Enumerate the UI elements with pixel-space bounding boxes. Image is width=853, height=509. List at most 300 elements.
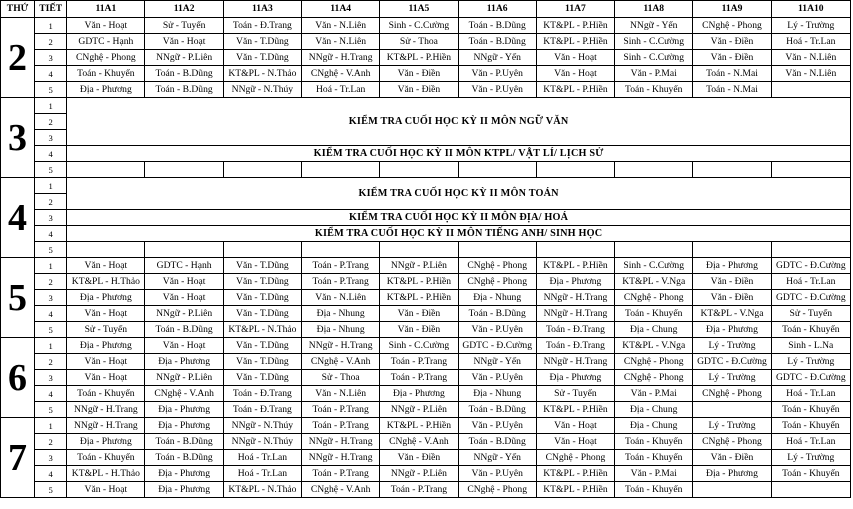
- lesson-cell: GDTC - Đ.Cường: [693, 354, 771, 370]
- lesson-cell: KT&PL - P.Hiền: [380, 290, 458, 306]
- timetable-header: [1, 1, 851, 18]
- period-number: 3: [35, 210, 67, 226]
- lesson-cell: Toán - P.Trang: [380, 482, 458, 498]
- header-class-11a1: 11A1: [67, 1, 145, 18]
- lesson-cell: Văn - Hoạt: [145, 338, 223, 354]
- period-row: [1, 338, 851, 354]
- lesson-cell: Địa - Phương: [145, 466, 223, 482]
- lesson-cell: NNgữ - H.Trang: [67, 402, 145, 418]
- lesson-cell: [145, 162, 223, 178]
- lesson-cell: CNghệ - Phong: [67, 50, 145, 66]
- lesson-cell: Văn - Hoạt: [145, 274, 223, 290]
- lesson-cell: [302, 242, 380, 258]
- lesson-cell: KT&PL - P.Hiền: [536, 482, 614, 498]
- period-row: [1, 386, 851, 402]
- lesson-cell: Địa - Chung: [615, 418, 693, 434]
- lesson-cell: Toán - P.Trang: [302, 466, 380, 482]
- lesson-cell: Địa - Chung: [615, 322, 693, 338]
- lesson-cell: Địa - Phương: [693, 466, 771, 482]
- lesson-cell: Toán - P.Trang: [302, 418, 380, 434]
- lesson-cell: Văn - Điền: [693, 290, 771, 306]
- lesson-cell: Toán - Khuyến: [615, 82, 693, 98]
- lesson-cell: [771, 82, 850, 98]
- lesson-cell: NNgữ - N.Thúy: [223, 82, 301, 98]
- header-class-11a5: 11A5: [380, 1, 458, 18]
- lesson-cell: CNghệ - Phong: [615, 290, 693, 306]
- lesson-cell: Địa - Phương: [536, 370, 614, 386]
- period-row: [1, 354, 851, 370]
- lesson-cell: Văn - Hoạt: [67, 18, 145, 34]
- lesson-cell: KT&PL - H.Thảo: [67, 466, 145, 482]
- lesson-cell: KT&PL - H.Thảo: [67, 274, 145, 290]
- period-number: 2: [35, 354, 67, 370]
- lesson-cell: Văn - T.Dũng: [223, 274, 301, 290]
- lesson-cell: Hoá - Tr.Lan: [771, 434, 850, 450]
- lesson-cell: Địa - Phương: [145, 354, 223, 370]
- lesson-cell: Sử - Tuyến: [67, 322, 145, 338]
- lesson-cell: [67, 242, 145, 258]
- lesson-cell: Toán - Đ.Trang: [536, 338, 614, 354]
- lesson-cell: Văn - T.Dũng: [223, 50, 301, 66]
- lesson-cell: Sử - Thoa: [302, 370, 380, 386]
- header-class-11a3: 11A3: [223, 1, 301, 18]
- lesson-cell: Văn - T.Dũng: [223, 338, 301, 354]
- lesson-cell: CNghệ - Phong: [458, 274, 536, 290]
- lesson-cell: Văn - T.Dũng: [223, 34, 301, 50]
- lesson-cell: Văn - P.Uyên: [458, 418, 536, 434]
- period-row: [1, 82, 851, 98]
- lesson-cell: NNgữ - H.Trang: [67, 418, 145, 434]
- period-row: [1, 226, 851, 242]
- lesson-cell: Địa - Nhung: [458, 386, 536, 402]
- period-row: [1, 258, 851, 274]
- lesson-cell: Văn - Hoạt: [536, 50, 614, 66]
- lesson-cell: Toán - P.Trang: [302, 402, 380, 418]
- lesson-cell: Hoá - Tr.Lan: [771, 34, 850, 50]
- exam-banner: KIỂM TRA CUỐI HỌC KỲ II MÔN NGỮ VĂN: [67, 98, 851, 146]
- period-row: [1, 98, 851, 114]
- lesson-cell: Sinh - C.Cường: [615, 50, 693, 66]
- lesson-cell: Văn - Điền: [380, 322, 458, 338]
- lesson-cell: NNgữ - H.Trang: [302, 338, 380, 354]
- period-row: [1, 18, 851, 34]
- period-row: [1, 370, 851, 386]
- lesson-cell: CNghệ - Phong: [536, 450, 614, 466]
- lesson-cell: Toán - Khuyến: [67, 66, 145, 82]
- lesson-cell: Văn - Hoạt: [536, 66, 614, 82]
- header-thu: THỨ: [1, 1, 35, 18]
- period-row: [1, 466, 851, 482]
- lesson-cell: Toán - B.Dũng: [145, 82, 223, 98]
- lesson-cell: CNghệ - Phong: [693, 18, 771, 34]
- lesson-cell: KT&PL - P.Hiền: [536, 18, 614, 34]
- lesson-cell: GDTC - Đ.Cường: [458, 338, 536, 354]
- period-row: [1, 482, 851, 498]
- lesson-cell: CNghệ - Phong: [615, 370, 693, 386]
- exam-banner: KIỂM TRA CUỐI HỌC KỲ II MÔN TOÁN: [67, 178, 851, 210]
- period-row: [1, 146, 851, 162]
- period-row: [1, 402, 851, 418]
- lesson-cell: Văn - Hoạt: [67, 354, 145, 370]
- lesson-cell: Văn - Hoạt: [145, 34, 223, 50]
- lesson-cell: NNgữ - Yến: [458, 450, 536, 466]
- lesson-cell: NNgữ - H.Trang: [536, 290, 614, 306]
- lesson-cell: [693, 162, 771, 178]
- lesson-cell: Văn - N.Liên: [302, 290, 380, 306]
- lesson-cell: Địa - Phương: [145, 402, 223, 418]
- lesson-cell: Địa - Phương: [380, 386, 458, 402]
- lesson-cell: Văn - T.Dũng: [223, 354, 301, 370]
- lesson-cell: Toán - P.Trang: [380, 354, 458, 370]
- lesson-cell: GDTC - Đ.Cường: [771, 370, 850, 386]
- lesson-cell: Địa - Nhung: [302, 306, 380, 322]
- day-label: 5: [1, 258, 35, 338]
- period-number: 2: [35, 274, 67, 290]
- header-class-11a6: 11A6: [458, 1, 536, 18]
- lesson-cell: NNgữ - P.Liên: [145, 306, 223, 322]
- lesson-cell: Toán - Đ.Trang: [223, 402, 301, 418]
- lesson-cell: Văn - Điền: [693, 274, 771, 290]
- day-label: 6: [1, 338, 35, 418]
- lesson-cell: Văn - N.Liên: [302, 18, 380, 34]
- period-number: 1: [35, 418, 67, 434]
- lesson-cell: NNgữ - H.Trang: [302, 50, 380, 66]
- lesson-cell: [380, 162, 458, 178]
- lesson-cell: CNghệ - V.Anh: [380, 434, 458, 450]
- lesson-cell: Văn - Điền: [693, 50, 771, 66]
- period-row: [1, 322, 851, 338]
- lesson-cell: CNghệ - V.Anh: [302, 66, 380, 82]
- period-number: 4: [35, 146, 67, 162]
- exam-banner: KIỂM TRA CUỐI HỌC KỲ II MÔN ĐỊA/ HOÁ: [67, 210, 851, 226]
- lesson-cell: Toán - P.Trang: [302, 274, 380, 290]
- period-number: 3: [35, 50, 67, 66]
- day-label: 7: [1, 418, 35, 498]
- lesson-cell: Văn - P.Uyên: [458, 322, 536, 338]
- lesson-cell: Địa - Nhung: [302, 322, 380, 338]
- header-class-11a8: 11A8: [615, 1, 693, 18]
- lesson-cell: [771, 242, 850, 258]
- lesson-cell: Địa - Phương: [536, 274, 614, 290]
- lesson-cell: Toán - B.Dũng: [145, 434, 223, 450]
- lesson-cell: Văn - P.Uyên: [458, 466, 536, 482]
- period-number: 5: [35, 322, 67, 338]
- lesson-cell: Hoá - Tr.Lan: [771, 386, 850, 402]
- period-number: 3: [35, 450, 67, 466]
- period-number: 1: [35, 178, 67, 194]
- period-number: 1: [35, 338, 67, 354]
- day-label: 4: [1, 178, 35, 258]
- period-number: 5: [35, 162, 67, 178]
- lesson-cell: Văn - Điền: [693, 450, 771, 466]
- lesson-cell: KT&PL - P.Hiền: [536, 34, 614, 50]
- lesson-cell: Sử - Tuyến: [771, 306, 850, 322]
- lesson-cell: Văn - N.Liên: [771, 66, 850, 82]
- lesson-cell: Sử - Tuyến: [536, 386, 614, 402]
- period-number: 1: [35, 98, 67, 114]
- lesson-cell: Địa - Phương: [67, 338, 145, 354]
- lesson-cell: Hoá - Tr.Lan: [302, 82, 380, 98]
- lesson-cell: Văn - Hoạt: [536, 434, 614, 450]
- period-row: [1, 34, 851, 50]
- lesson-cell: NNgữ - H.Trang: [536, 306, 614, 322]
- lesson-cell: KT&PL - P.Hiền: [536, 82, 614, 98]
- lesson-cell: KT&PL - P.Hiền: [380, 50, 458, 66]
- lesson-cell: [458, 162, 536, 178]
- period-number: 4: [35, 386, 67, 402]
- lesson-cell: Toán - Đ.Trang: [223, 18, 301, 34]
- lesson-cell: Lý - Trường: [771, 18, 850, 34]
- lesson-cell: KT&PL - P.Hiền: [536, 402, 614, 418]
- lesson-cell: Văn - Điền: [380, 66, 458, 82]
- header-tiet: TIẾT: [35, 1, 67, 18]
- lesson-cell: Văn - T.Dũng: [223, 258, 301, 274]
- lesson-cell: Văn - Hoạt: [67, 306, 145, 322]
- lesson-cell: KT&PL - V.Nga: [615, 338, 693, 354]
- lesson-cell: Văn - Điền: [380, 450, 458, 466]
- lesson-cell: NNgữ - Yến: [615, 18, 693, 34]
- lesson-cell: [693, 402, 771, 418]
- lesson-cell: Sinh - C.Cường: [615, 34, 693, 50]
- lesson-cell: Văn - Hoạt: [536, 418, 614, 434]
- lesson-cell: Địa - Chung: [615, 402, 693, 418]
- lesson-cell: KT&PL - N.Thảo: [223, 482, 301, 498]
- lesson-cell: Lý - Trường: [771, 354, 850, 370]
- day-label: 2: [1, 18, 35, 98]
- lesson-cell: Hoá - Tr.Lan: [771, 274, 850, 290]
- lesson-cell: KT&PL - V.Nga: [615, 274, 693, 290]
- period-row: [1, 306, 851, 322]
- period-number: 1: [35, 258, 67, 274]
- period-number: 1: [35, 18, 67, 34]
- lesson-cell: GDTC - Đ.Cường: [771, 290, 850, 306]
- period-number: 3: [35, 130, 67, 146]
- lesson-cell: NNgữ - H.Trang: [302, 450, 380, 466]
- lesson-cell: [380, 242, 458, 258]
- lesson-cell: Văn - T.Dũng: [223, 290, 301, 306]
- lesson-cell: CNghệ - Phong: [693, 434, 771, 450]
- day-label: 3: [1, 98, 35, 178]
- lesson-cell: Địa - Phương: [67, 434, 145, 450]
- exam-banner: KIỂM TRA CUỐI HỌC KỲ II MÔN TIẾNG ANH/ SINH HỌC: [67, 226, 851, 242]
- lesson-cell: Toán - B.Dũng: [458, 306, 536, 322]
- lesson-cell: Địa - Phương: [693, 322, 771, 338]
- lesson-cell: Toán - Khuyến: [615, 450, 693, 466]
- header-class-11a10: 11A10: [771, 1, 850, 18]
- lesson-cell: KT&PL - N.Thảo: [223, 66, 301, 82]
- lesson-cell: Toán - B.Dũng: [145, 66, 223, 82]
- lesson-cell: CNghệ - Phong: [458, 258, 536, 274]
- lesson-cell: Toán - B.Dũng: [458, 434, 536, 450]
- lesson-cell: Lý - Trường: [693, 370, 771, 386]
- lesson-cell: Sinh - C.Cường: [380, 338, 458, 354]
- period-number: 2: [35, 434, 67, 450]
- period-row: [1, 274, 851, 290]
- lesson-cell: Địa - Phương: [145, 482, 223, 498]
- lesson-cell: KT&PL - P.Hiền: [536, 258, 614, 274]
- lesson-cell: Văn - Điền: [380, 306, 458, 322]
- period-number: 5: [35, 82, 67, 98]
- lesson-cell: Sinh - L.Na: [771, 338, 850, 354]
- period-row: [1, 50, 851, 66]
- lesson-cell: CNghệ - V.Anh: [302, 354, 380, 370]
- lesson-cell: [536, 242, 614, 258]
- lesson-cell: Văn - T.Dũng: [223, 306, 301, 322]
- period-row: [1, 210, 851, 226]
- lesson-cell: NNgữ - H.Trang: [302, 434, 380, 450]
- lesson-cell: Văn - Hoạt: [67, 482, 145, 498]
- lesson-cell: NNgữ - P.Liên: [145, 370, 223, 386]
- lesson-cell: NNgữ - N.Thúy: [223, 434, 301, 450]
- lesson-cell: CNghệ - Phong: [615, 354, 693, 370]
- lesson-cell: Văn - N.Liên: [771, 50, 850, 66]
- exam-banner: KIỂM TRA CUỐI HỌC KỲ II MÔN KTPL/ VẬT LÍ/ LỊCH SỬ: [67, 146, 851, 162]
- lesson-cell: KT&PL - N.Thảo: [223, 322, 301, 338]
- lesson-cell: Toán - P.Trang: [380, 370, 458, 386]
- lesson-cell: Hoá - Tr.Lan: [223, 450, 301, 466]
- lesson-cell: Toán - Đ.Trang: [223, 386, 301, 402]
- lesson-cell: Toán - Khuyến: [67, 386, 145, 402]
- lesson-cell: Địa - Phương: [67, 290, 145, 306]
- lesson-cell: Văn - Hoạt: [67, 258, 145, 274]
- lesson-cell: [693, 482, 771, 498]
- lesson-cell: Toán - Khuyến: [771, 402, 850, 418]
- lesson-cell: Sử - Tuyến: [145, 18, 223, 34]
- period-row: [1, 242, 851, 258]
- lesson-cell: CNghệ - Phong: [693, 386, 771, 402]
- lesson-cell: [536, 162, 614, 178]
- lesson-cell: Toán - Khuyến: [67, 450, 145, 466]
- period-number: 4: [35, 466, 67, 482]
- lesson-cell: NNgữ - N.Thúy: [223, 418, 301, 434]
- lesson-cell: [615, 242, 693, 258]
- period-row: [1, 418, 851, 434]
- lesson-cell: [771, 162, 850, 178]
- header-class-11a7: 11A7: [536, 1, 614, 18]
- lesson-cell: Toán - B.Dũng: [145, 450, 223, 466]
- lesson-cell: Văn - Điền: [380, 82, 458, 98]
- lesson-cell: Toán - B.Dũng: [458, 18, 536, 34]
- lesson-cell: [771, 482, 850, 498]
- lesson-cell: NNgữ - Yến: [458, 354, 536, 370]
- period-row: [1, 290, 851, 306]
- lesson-cell: GDTC - Đ.Cường: [771, 258, 850, 274]
- lesson-cell: Hoá - Tr.Lan: [223, 466, 301, 482]
- lesson-cell: Sinh - C.Cường: [380, 18, 458, 34]
- lesson-cell: Sử - Thoa: [380, 34, 458, 50]
- lesson-cell: Văn - Điền: [693, 34, 771, 50]
- lesson-cell: NNgữ - P.Liên: [380, 402, 458, 418]
- period-number: 4: [35, 66, 67, 82]
- lesson-cell: KT&PL - P.Hiền: [380, 418, 458, 434]
- lesson-cell: Văn - P.Mai: [615, 66, 693, 82]
- lesson-cell: [145, 242, 223, 258]
- period-number: 4: [35, 306, 67, 322]
- period-number: 2: [35, 34, 67, 50]
- lesson-cell: [693, 242, 771, 258]
- lesson-cell: Lý - Trường: [771, 450, 850, 466]
- period-number: 3: [35, 370, 67, 386]
- lesson-cell: NNgữ - H.Trang: [536, 354, 614, 370]
- period-row: [1, 66, 851, 82]
- period-row: [1, 450, 851, 466]
- lesson-cell: Lý - Trường: [693, 338, 771, 354]
- lesson-cell: Văn - P.Mai: [615, 386, 693, 402]
- lesson-cell: Toán - Khuyến: [771, 322, 850, 338]
- lesson-cell: [223, 242, 301, 258]
- lesson-cell: CNghệ - V.Anh: [145, 386, 223, 402]
- lesson-cell: Lý - Trường: [693, 418, 771, 434]
- lesson-cell: Địa - Nhung: [458, 290, 536, 306]
- header-class-11a4: 11A4: [302, 1, 380, 18]
- lesson-cell: NNgữ - P.Liên: [380, 258, 458, 274]
- period-number: 5: [35, 482, 67, 498]
- lesson-cell: NNgữ - P.Liên: [380, 466, 458, 482]
- lesson-cell: GDTC - Hạnh: [145, 258, 223, 274]
- period-number: 3: [35, 290, 67, 306]
- lesson-cell: Toán - N.Mai: [693, 66, 771, 82]
- lesson-cell: Văn - N.Liên: [302, 34, 380, 50]
- period-row: [1, 162, 851, 178]
- lesson-cell: Văn - P.Uyên: [458, 82, 536, 98]
- lesson-cell: Toán - B.Dũng: [145, 322, 223, 338]
- lesson-cell: NNgữ - P.Liên: [145, 50, 223, 66]
- timetable-body: [1, 18, 851, 498]
- lesson-cell: KT&PL - V.Nga: [693, 306, 771, 322]
- period-number: 5: [35, 242, 67, 258]
- period-row: [1, 178, 851, 194]
- lesson-cell: Văn - Hoạt: [67, 370, 145, 386]
- lesson-cell: Sinh - C.Cường: [615, 258, 693, 274]
- period-number: 2: [35, 114, 67, 130]
- period-number: 5: [35, 402, 67, 418]
- lesson-cell: Văn - N.Liên: [302, 386, 380, 402]
- lesson-cell: Toán - Khuyến: [615, 306, 693, 322]
- lesson-cell: [458, 242, 536, 258]
- lesson-cell: CNghệ - V.Anh: [302, 482, 380, 498]
- lesson-cell: NNgữ - Yến: [458, 50, 536, 66]
- lesson-cell: KT&PL - P.Hiền: [380, 274, 458, 290]
- period-row: [1, 434, 851, 450]
- lesson-cell: [615, 162, 693, 178]
- lesson-cell: Toán - Khuyến: [615, 482, 693, 498]
- lesson-cell: GDTC - Hạnh: [67, 34, 145, 50]
- lesson-cell: Văn - P.Mai: [615, 466, 693, 482]
- lesson-cell: Văn - P.Uyên: [458, 66, 536, 82]
- lesson-cell: KT&PL - P.Hiền: [536, 466, 614, 482]
- lesson-cell: Toán - P.Trang: [302, 258, 380, 274]
- header-class-11a2: 11A2: [145, 1, 223, 18]
- lesson-cell: Toán - Khuyến: [615, 434, 693, 450]
- header-class-11a9: 11A9: [693, 1, 771, 18]
- lesson-cell: Văn - T.Dũng: [223, 370, 301, 386]
- lesson-cell: Địa - Phương: [693, 258, 771, 274]
- lesson-cell: Địa - Phương: [67, 82, 145, 98]
- lesson-cell: Văn - Hoạt: [145, 290, 223, 306]
- period-number: 4: [35, 226, 67, 242]
- lesson-cell: Toán - Khuyến: [771, 418, 850, 434]
- lesson-cell: Toán - N.Mai: [693, 82, 771, 98]
- lesson-cell: [223, 162, 301, 178]
- lesson-cell: Toán - B.Dũng: [458, 34, 536, 50]
- lesson-cell: CNghệ - Phong: [458, 482, 536, 498]
- period-number: 2: [35, 194, 67, 210]
- lesson-cell: [67, 162, 145, 178]
- lesson-cell: Địa - Phương: [145, 418, 223, 434]
- lesson-cell: Toán - Khuyến: [771, 466, 850, 482]
- lesson-cell: Văn - P.Uyên: [458, 370, 536, 386]
- lesson-cell: [302, 162, 380, 178]
